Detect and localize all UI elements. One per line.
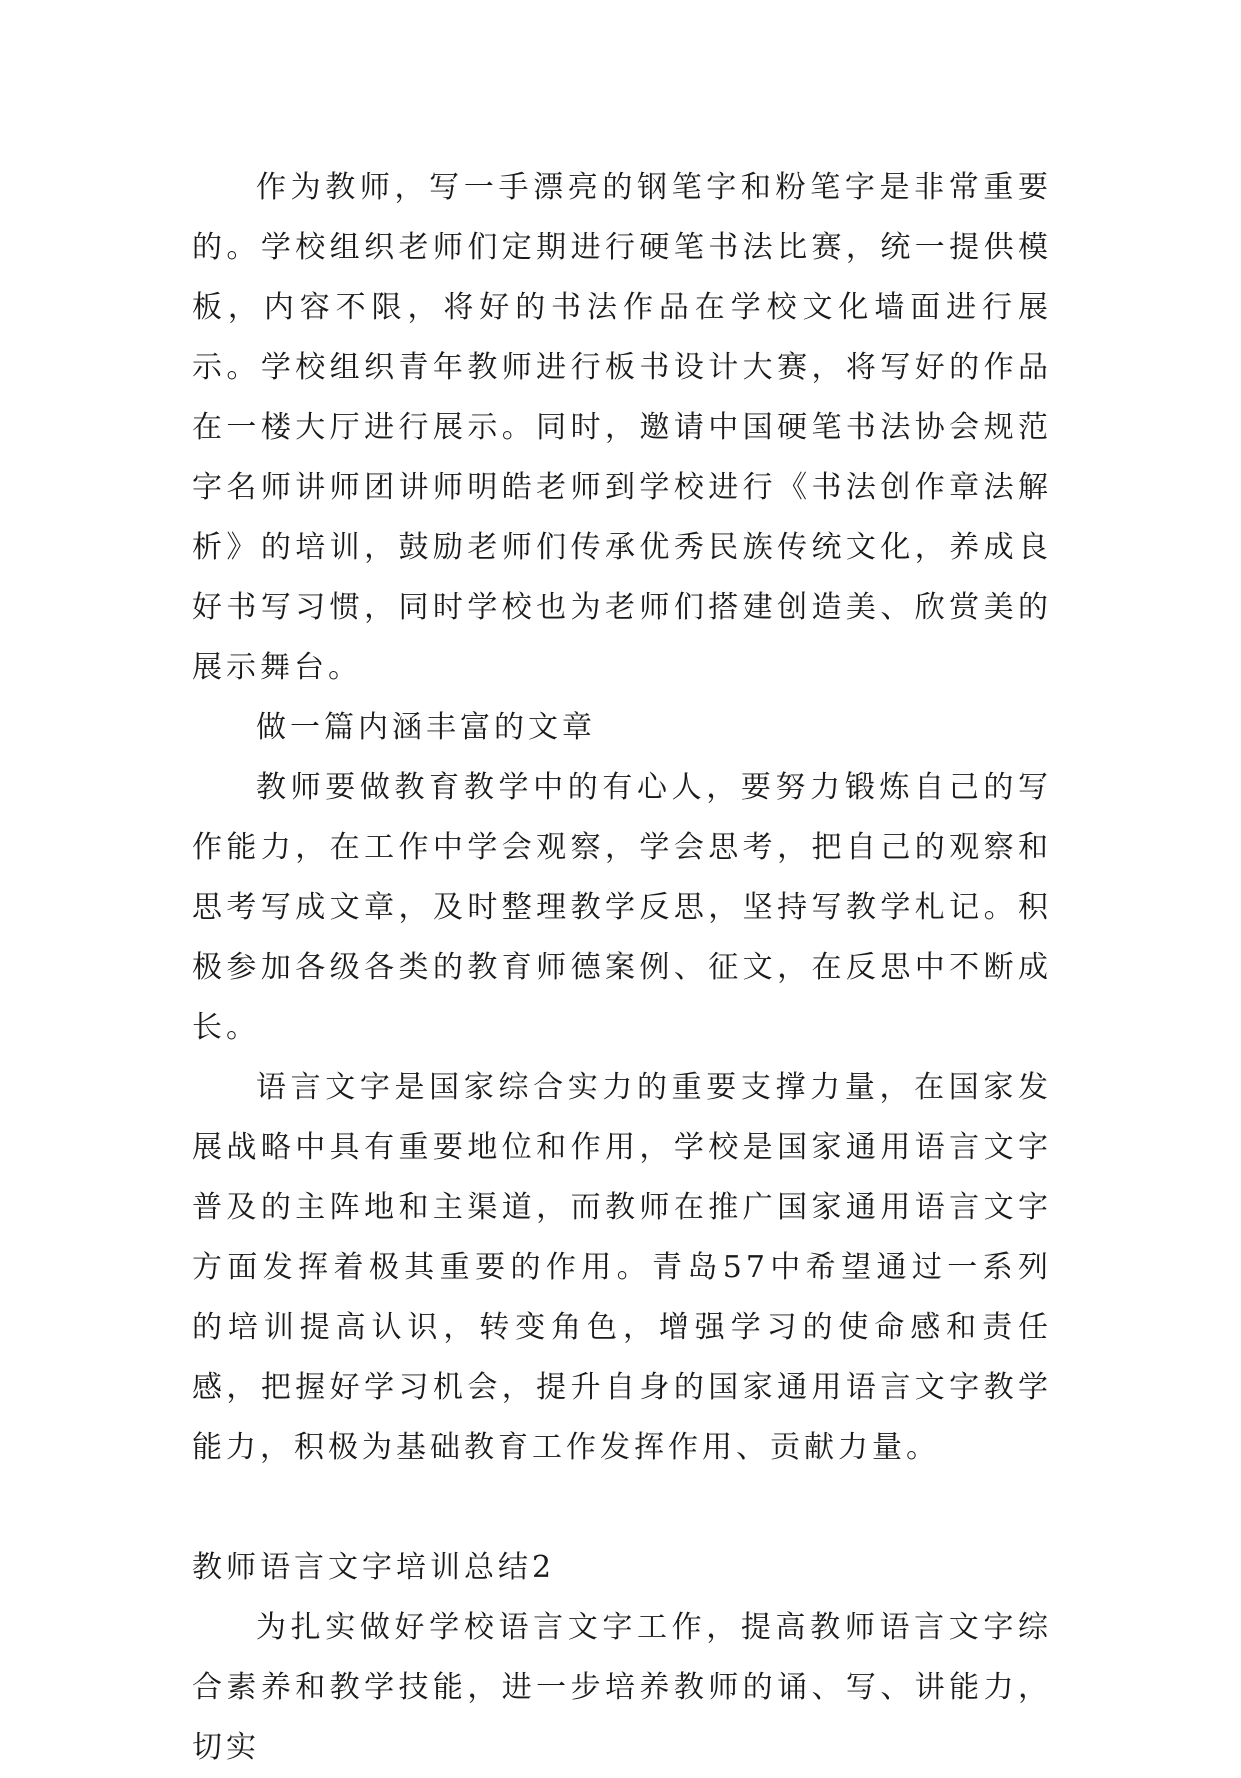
section-spacer [192,1478,1052,1538]
document-body [192,158,1052,1778]
paragraph-intro-2: 为扎实做好学校语言文字工作，提高教师语言文字综合素养和教学技能，进一步培养教师的诵、写、讲能力，切实 [192,1610,1052,1765]
paragraph-writing: 教师要做教育教学中的有心人，要努力锻炼自己的写作能力，在工作中学会观察，学会思考，把自己的观察和思考写成文章，及时整理教学反思，坚持写教学札记。积极参加各级各类的教育师德案例、征文，在反思中不断成长。 [192,770,1052,1045]
paragraph-language-importance: 语言文字是国家综合实力的重要支撑力量，在国家发展战略中具有重要地位和作用，学校是国家通用语言文字普及的主阵地和主渠道，而教师在推广国家通用语言文字方面发挥着极其重要的作用。青岛57中希望通过一系列的培训提高认识，转变角色，增强学习的使命感和责任感，把握好学习机会，提升自身的国家通用语言文字教学能力，积极为基础教育工作发挥作用、贡献力量。 [192,1070,1052,1465]
paragraph-calligraphy: 作为教师，写一手漂亮的钢笔字和粉笔字是非常重要的。学校组织老师们定期进行硬笔书法比赛，统一提供模板，内容不限，将好的书法作品在学校文化墙面进行展示。学校组织青年教师进行板书设计大赛，将写好的作品在一楼大厅进行展示。同时，邀请中国硬笔书法协会规范字名师讲师团讲师明皓老师到学校进行《书法创作章法解析》的培训，鼓励老师们传承优秀民族传统文化，养成良好书写习惯，同时学校也为老师们搭建创造美、欣赏美的展示舞台。 [192,170,1052,685]
paragraph-subheading: 做一篇内涵丰富的文章 [256,710,596,745]
section-title: 教师语言文字培训总结2 [192,1550,556,1585]
